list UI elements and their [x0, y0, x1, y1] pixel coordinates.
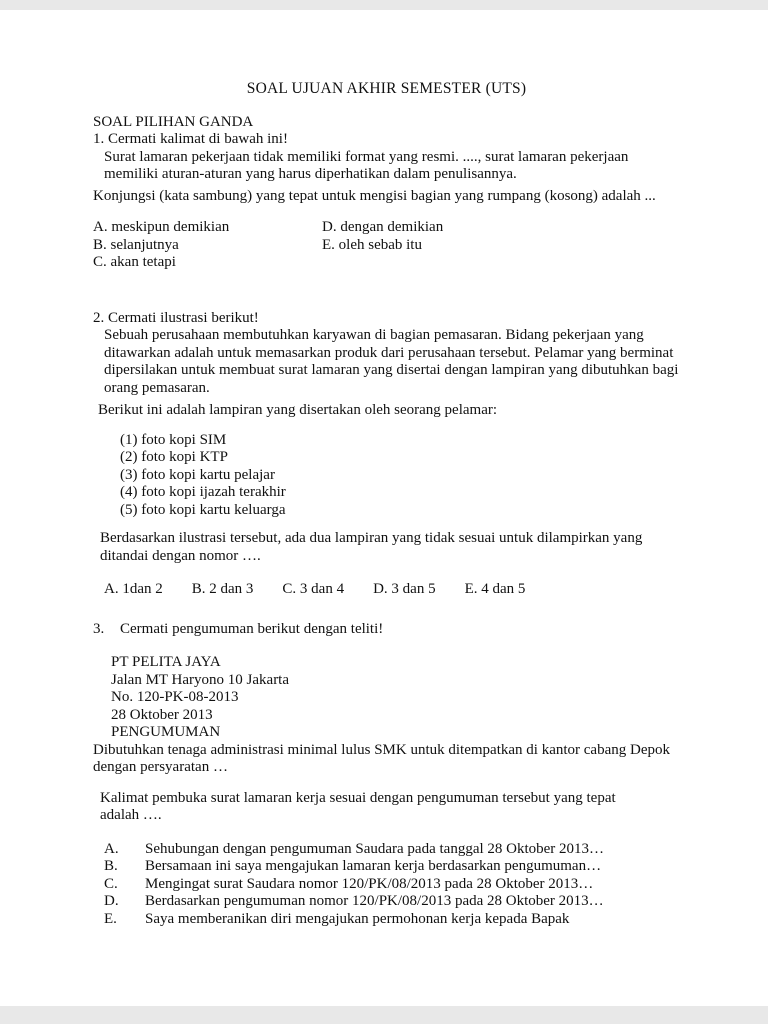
option-c: C. akan tetapi [93, 254, 176, 270]
question-2-intro: Berikut ini adalah lampiran yang disertakan oleh seorang pelamar: [98, 402, 498, 418]
document-content [0, 10, 768, 928]
option-text: Bersamaan ini saya mengajukan lamaran kerja berdasarkan pengumuman… [145, 858, 602, 874]
option-b [104, 858, 680, 876]
announcement-number: No. 120-PK-08-2013 [111, 689, 239, 705]
question-2-options [104, 581, 680, 599]
question-3-prompt-text: Cermati pengumuman berikut dengan teliti! [120, 620, 384, 637]
attachment-item: (2) foto kopi KTP [120, 449, 228, 465]
announcement-company: PT PELITA JAYA [111, 654, 221, 670]
question-1-stem: Konjungsi (kata sambung) yang tepat untuk mengisi bagian yang rumpang (kosong) adalah ... [93, 187, 656, 204]
option-e [104, 911, 680, 929]
question-2-passage: Sebuah perusahaan membutuhkan karyawan di bagian pemasaran. Bidang pekerjaan yang ditawarkan adalah untuk memasarkan produk dari perusahaan tersebut. Pelamar yang berminat dipersilakan untuk membuat surat lamaran yang disertai dengan lampiran yang dibutuhkan bagi orang pemasaran. [104, 327, 679, 396]
question-1-options [93, 219, 680, 272]
question-2-prompt: 2. Cermati ilustrasi berikut! [93, 309, 259, 326]
option-letter: C. [104, 875, 118, 892]
attachment-item: (5) foto kopi kartu keluarga [120, 501, 286, 518]
option-a: A. 1dan 2 [104, 581, 163, 597]
option-b: B. 2 dan 3 [191, 581, 254, 597]
option-text: Mengingat surat Saudara nomor 120/PK/08/2013 pada 28 Oktober 2013… [145, 875, 594, 892]
option-text: Saya memberanikan diri mengajukan permohonan kerja kepada Bapak [145, 910, 570, 927]
viewer-gutter-top [0, 0, 768, 10]
question-1-prompt: 1. Cermati kalimat di bawah ini! [93, 131, 288, 147]
announcement-date: 28 Oktober 2013 [111, 706, 213, 723]
option-e: E. oleh sebab itu [322, 236, 422, 253]
question-3-stem: Kalimat pembuka surat lamaran kerja sesuai dengan pengumuman tersebut yang tepat adalah …. [100, 789, 616, 823]
option-b: B. selanjutnya [93, 236, 179, 253]
option-letter: E. [104, 910, 117, 927]
question-3-prompt [93, 621, 680, 639]
document-page [0, 10, 768, 1006]
question-3-options [104, 841, 680, 929]
document-title: SOAL UJUAN AKHIR SEMESTER (UTS) [246, 80, 527, 97]
question-3-number: 3. [93, 620, 105, 637]
option-text: Sehubungan dengan pengumuman Saudara pada tanggal 28 Oktober 2013… [145, 840, 605, 857]
question-1 [93, 131, 680, 272]
option-c [104, 876, 680, 894]
viewer-gutter-bottom [0, 1006, 768, 1024]
announcement-body: Dibutuhkan tenaga administrasi minimal lulus SMK untuk ditempatkan di kantor cabang Depok dengan persyaratan … [93, 741, 670, 775]
option-d: D. dengan demikian [322, 219, 444, 235]
attachment-item: (1) foto kopi SIM [120, 431, 227, 448]
announcement-address: Jalan MT Haryono 10 Jakarta [111, 671, 290, 688]
announcement-block [111, 654, 680, 742]
option-text: Berdasarkan pengumuman nomor 120/PK/08/2013 pada 28 Oktober 2013… [145, 893, 604, 909]
option-e: E. 4 dan 5 [464, 581, 526, 597]
attachment-item: (3) foto kopi kartu pelajar [120, 466, 275, 483]
option-c: C. 3 dan 4 [282, 581, 345, 597]
option-letter: B. [104, 858, 118, 874]
option-a: A. meskipun demikian [93, 219, 230, 235]
option-d [104, 893, 680, 911]
question-2-stem: Berdasarkan ilustrasi tersebut, ada dua lampiran yang tidak sesuai untuk dilampirkan yang ditandai dengan nomor …. [100, 530, 643, 564]
announcement-heading: PENGUMUMAN [111, 724, 221, 740]
question-3 [93, 621, 680, 929]
question-2-attachments [120, 432, 680, 520]
question-2 [93, 310, 680, 599]
section-heading: SOAL PILIHAN GANDA [93, 113, 254, 130]
attachment-item: (4) foto kopi ijazah terakhir [120, 484, 286, 500]
option-d: D. 3 dan 5 [373, 581, 436, 597]
question-1-passage: Surat lamaran pekerjaan tidak memiliki format yang resmi. ...., surat lamaran pekerjaan memiliki aturan-aturan yang harus diperhatikan dalam penulisannya. [104, 148, 629, 182]
option-letter: D. [104, 893, 119, 909]
option-letter: A. [104, 840, 119, 857]
option-a [104, 841, 680, 859]
